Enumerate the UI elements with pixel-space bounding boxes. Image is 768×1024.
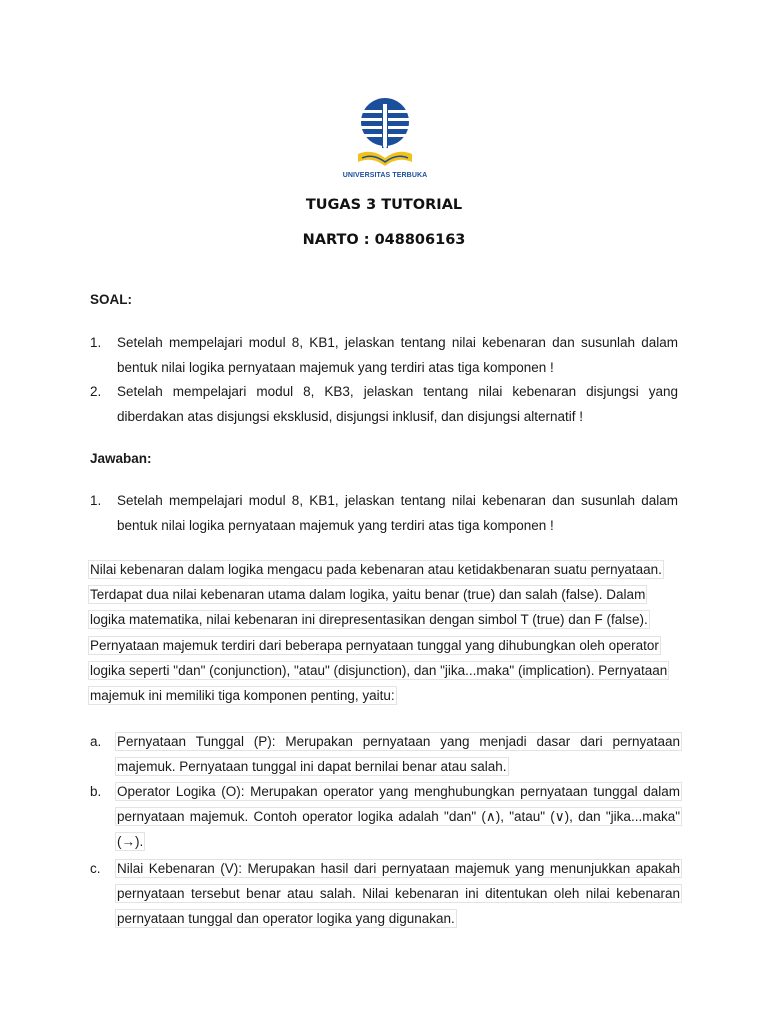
soal-item-2 [90, 379, 678, 429]
jawaban-item-number: 1. [90, 493, 102, 508]
answer-paragraph-text: Nilai kebenaran dalam logika mengacu pada kebenaran atau ketidakbenaran suatu pernyataan. Terdapat dua nilai kebenaran utama dalam logika, yaitu benar (true) dan salah (false). Dalam logika matematika, nilai kebenaran ini direpresentasikan dengan simbol T (true) dan F (false). Pernyataan majemuk terdiri dari beberapa pernyataan tunggal yang dihubungkan oleh operator logika seperti "dan" (conjunction), "atau" (disjunction), dan "jika...maka" (implication). Pernyataan majemuk ini memiliki tiga komponen penting, yaitu: [90, 562, 668, 704]
university-name: UNIVERSITAS TERBUKA [342, 172, 428, 179]
component-text: Nilai Kebenaran (V): Merupakan hasil dari pernyataan majemuk yang menunjukkan apakah pernyataan tersebut benar atau salah. Nilai kebenaran ini ditentukan oleh nilai kebenaran pernyataan tunggal dan operator logika yang digunakan. [117, 861, 680, 926]
university-logo-icon [354, 96, 416, 184]
jawaban-item-text: Setelah mempelajari modul 8, KB1, jelaskan tentang nilai kebenaran dan susunlah dalam bentuk nilai logika pernyataan majemuk yang terdiri atas tiga komponen ! [117, 493, 678, 533]
student-name: NARTO : 048806163 [302, 232, 466, 248]
soal-item-text: Setelah mempelajari modul 8, KB1, jelaskan tentang nilai kebenaran dan susunlah dalam bentuk nilai logika pernyataan majemuk yang terdiri atas tiga komponen ! [117, 335, 678, 375]
component-b [90, 779, 680, 854]
soal-item-number: 1. [90, 335, 102, 350]
soal-item-number: 2. [90, 384, 102, 399]
soal-heading: SOAL: [90, 292, 132, 307]
soal-item-1 [90, 330, 678, 380]
component-letter: a. [90, 734, 102, 749]
soal-item-text: Setelah mempelajari modul 8, KB3, jelaskan tentang nilai kebenaran disjungsi yang diberdakan atas disjungsi eksklusid, disjungsi inklusif, dan disjungsi alternatif ! [117, 384, 678, 424]
jawaban-item-1 [90, 488, 678, 538]
answer-paragraph [90, 557, 678, 708]
component-text: Operator Logika (O): Merupakan operator yang menghubungkan pernyataan tunggal dalam pernyataan majemuk. Contoh operator logika adalah "dan" (∧), "atau" (∨), dan "jika...maka" (→). [117, 784, 680, 849]
component-c [90, 856, 680, 931]
document-title: TUGAS 3 TUTORIAL [305, 197, 463, 213]
component-letter: b. [90, 784, 102, 799]
jawaban-heading: Jawaban: [90, 451, 152, 466]
component-a [90, 729, 680, 779]
component-text: Pernyataan Tunggal (P): Merupakan pernyataan yang menjadi dasar dari pernyataan majemuk. Pernyataan tunggal ini dapat bernilai benar atau salah. [117, 734, 680, 774]
component-letter: c. [90, 861, 101, 876]
